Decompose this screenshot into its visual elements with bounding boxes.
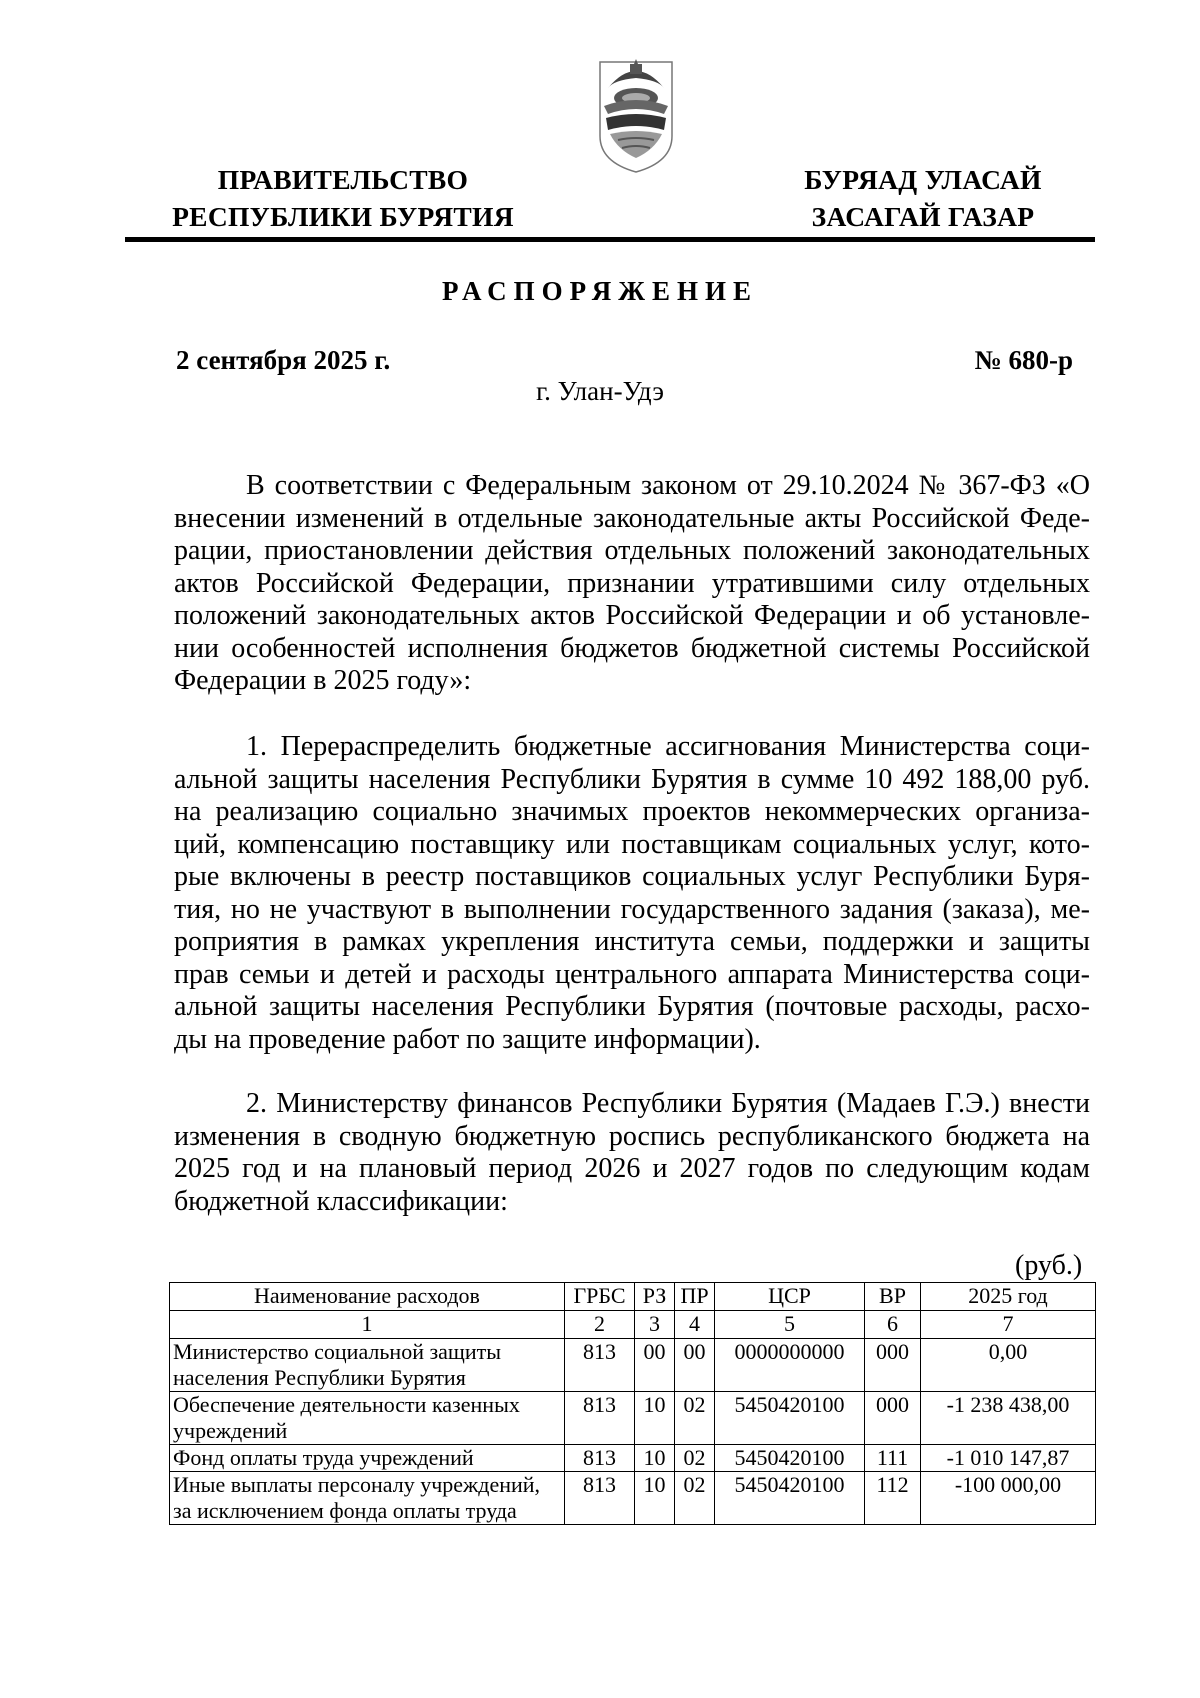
- text-line: 2025 год и на плановый период 2026 и 2027 годов по следующим кодам: [174, 1153, 1090, 1184]
- text-line: бюджетной классификации:: [174, 1185, 508, 1217]
- header-cell: РЗ: [635, 1283, 675, 1311]
- rz-cell: 00: [635, 1339, 675, 1392]
- grbs-cell: 813: [565, 1392, 635, 1445]
- document-date: 2 сентября 2025 г.: [176, 345, 391, 375]
- rz-cell: 10: [635, 1472, 675, 1525]
- row-name-cell: Обеспечение деятельности казенных учреждений: [170, 1392, 565, 1445]
- paragraph-item-1: [174, 731, 1090, 1056]
- header-cell: ЦСР: [715, 1283, 865, 1311]
- text-line: внесении изменений в отдельные законодательные акты Российской Феде-: [174, 502, 1090, 534]
- grbs-cell: 813: [565, 1339, 635, 1392]
- text-line: изменения в сводную бюджетную роспись республиканского бюджета на: [174, 1120, 1090, 1152]
- amount-cell: -1 238 438,00: [921, 1392, 1096, 1445]
- column-number-cell: 1: [170, 1311, 565, 1339]
- csr-cell: 5450420100: [715, 1445, 865, 1472]
- document-title: РАСПОРЯЖЕНИЕ: [441, 276, 759, 306]
- text-line: Федерации в 2025 году»:: [174, 665, 472, 696]
- government-name-bua-line1: БУРЯАД УЛАСАЙ: [804, 164, 1042, 195]
- document-number: № 680-р: [974, 345, 1073, 375]
- row-name-cell: Фонд оплаты труда учреждений: [170, 1445, 565, 1472]
- amount-cell: -1 010 147,87: [921, 1445, 1096, 1472]
- text-line: на реализацию социально значимых проектов некоммерческих организа-: [174, 796, 1090, 827]
- table-unit-label: (руб.): [1015, 1250, 1083, 1281]
- rz-cell: 10: [635, 1392, 675, 1445]
- column-number-cell: 3: [635, 1311, 675, 1339]
- text-line: 1. Перераспределить бюджетные ассигнования Министерства соци-: [246, 731, 1090, 762]
- text-line: ды на проведение работ по защите информации).: [174, 1023, 761, 1055]
- pr-cell: 02: [675, 1392, 715, 1445]
- header-divider: [125, 237, 1095, 242]
- amount-cell: 0,00: [921, 1339, 1096, 1392]
- text-line: нии особенностей исполнения бюджетов бюджетной системы Российской: [174, 632, 1090, 664]
- text-line: рации, приостановлении действия отдельных положений законодательных: [174, 535, 1090, 566]
- text-line: положений законодательных актов Российской Федерации и об установле-: [174, 600, 1090, 631]
- text-line: прав семьи и детей и расходы центрального аппарата Министерства соци-: [174, 958, 1090, 990]
- pr-cell: 02: [675, 1472, 715, 1525]
- text-line: альной защиты населения Республики Бурятия в сумме 10 492 188,00 руб.: [174, 763, 1090, 795]
- government-name-ru-line2: РЕСПУБЛИКИ БУРЯТИЯ: [172, 201, 514, 232]
- text-line: 2. Министерству финансов Республики Бурятия (Мадаев Г.Э.) внести: [246, 1088, 1090, 1119]
- table-header-row: [170, 1283, 1096, 1311]
- column-number-cell: 5: [715, 1311, 865, 1339]
- coat-of-arms-emblem: [594, 58, 678, 174]
- text-line: ций, компенсацию поставщику или поставщикам социальных услуг, кото-: [174, 828, 1090, 860]
- header-cell: ПР: [675, 1283, 715, 1311]
- csr-cell: 5450420100: [715, 1392, 865, 1445]
- text-line: роприятия в рамках укрепления института семьи, поддержки и защиты: [174, 926, 1090, 957]
- header-cell: Наименование расходов: [170, 1283, 565, 1311]
- column-number-cell: 7: [921, 1311, 1096, 1339]
- column-number-cell: 6: [865, 1311, 921, 1339]
- grbs-cell: 813: [565, 1472, 635, 1525]
- text-line: В соответствии с Федеральным законом от 29.10.2024 № 367-ФЗ «О: [246, 470, 1090, 501]
- table-column-number-row: [170, 1311, 1096, 1339]
- rz-cell: 10: [635, 1445, 675, 1472]
- table-row: [170, 1339, 1096, 1392]
- row-name-cell: Иные выплаты персоналу учреждений, за исключением фонда оплаты труда: [170, 1472, 565, 1525]
- vr-cell: 112: [865, 1472, 921, 1525]
- budget-table: [169, 1282, 1096, 1525]
- paragraph-item-2: [174, 1088, 1090, 1218]
- vr-cell: 111: [865, 1445, 921, 1472]
- table-row: [170, 1472, 1096, 1525]
- column-number-cell: 2: [565, 1311, 635, 1339]
- csr-cell: 0000000000: [715, 1339, 865, 1392]
- text-line: рые включены в реестр поставщиков социальных услуг Республики Буря-: [174, 861, 1090, 892]
- table-row: [170, 1392, 1096, 1445]
- pr-cell: 02: [675, 1445, 715, 1472]
- vr-cell: 000: [865, 1339, 921, 1392]
- column-number-cell: 4: [675, 1311, 715, 1339]
- vr-cell: 000: [865, 1392, 921, 1445]
- csr-cell: 5450420100: [715, 1472, 865, 1525]
- text-line: актов Российской Федерации, признании утратившими силу отдельных: [174, 567, 1090, 599]
- table-row: [170, 1445, 1096, 1472]
- grbs-cell: 813: [565, 1445, 635, 1472]
- pr-cell: 00: [675, 1339, 715, 1392]
- government-name-bua: [758, 161, 1088, 235]
- text-line: тия, но не участвуют в выполнении государственного задания (заказа), ме-: [174, 893, 1090, 925]
- header-cell: 2025 год: [921, 1283, 1096, 1311]
- amount-cell: -100 000,00: [921, 1472, 1096, 1525]
- paragraph-intro: [174, 470, 1090, 698]
- text-line: альной защиты населения Республики Бурятия (почтовые расходы, расхо-: [174, 991, 1090, 1022]
- document-city: г. Улан-Удэ: [536, 376, 664, 406]
- header-cell: ГРБС: [565, 1283, 635, 1311]
- government-name-ru: [163, 161, 523, 235]
- government-name-bua-line2: ЗАСАГАЙ ГАЗАР: [811, 201, 1035, 232]
- row-name-cell: Министерство социальной защиты населения Республики Бурятия: [170, 1339, 565, 1392]
- header-cell: ВР: [865, 1283, 921, 1311]
- government-name-ru-line1: ПРАВИТЕЛЬСТВО: [217, 164, 469, 195]
